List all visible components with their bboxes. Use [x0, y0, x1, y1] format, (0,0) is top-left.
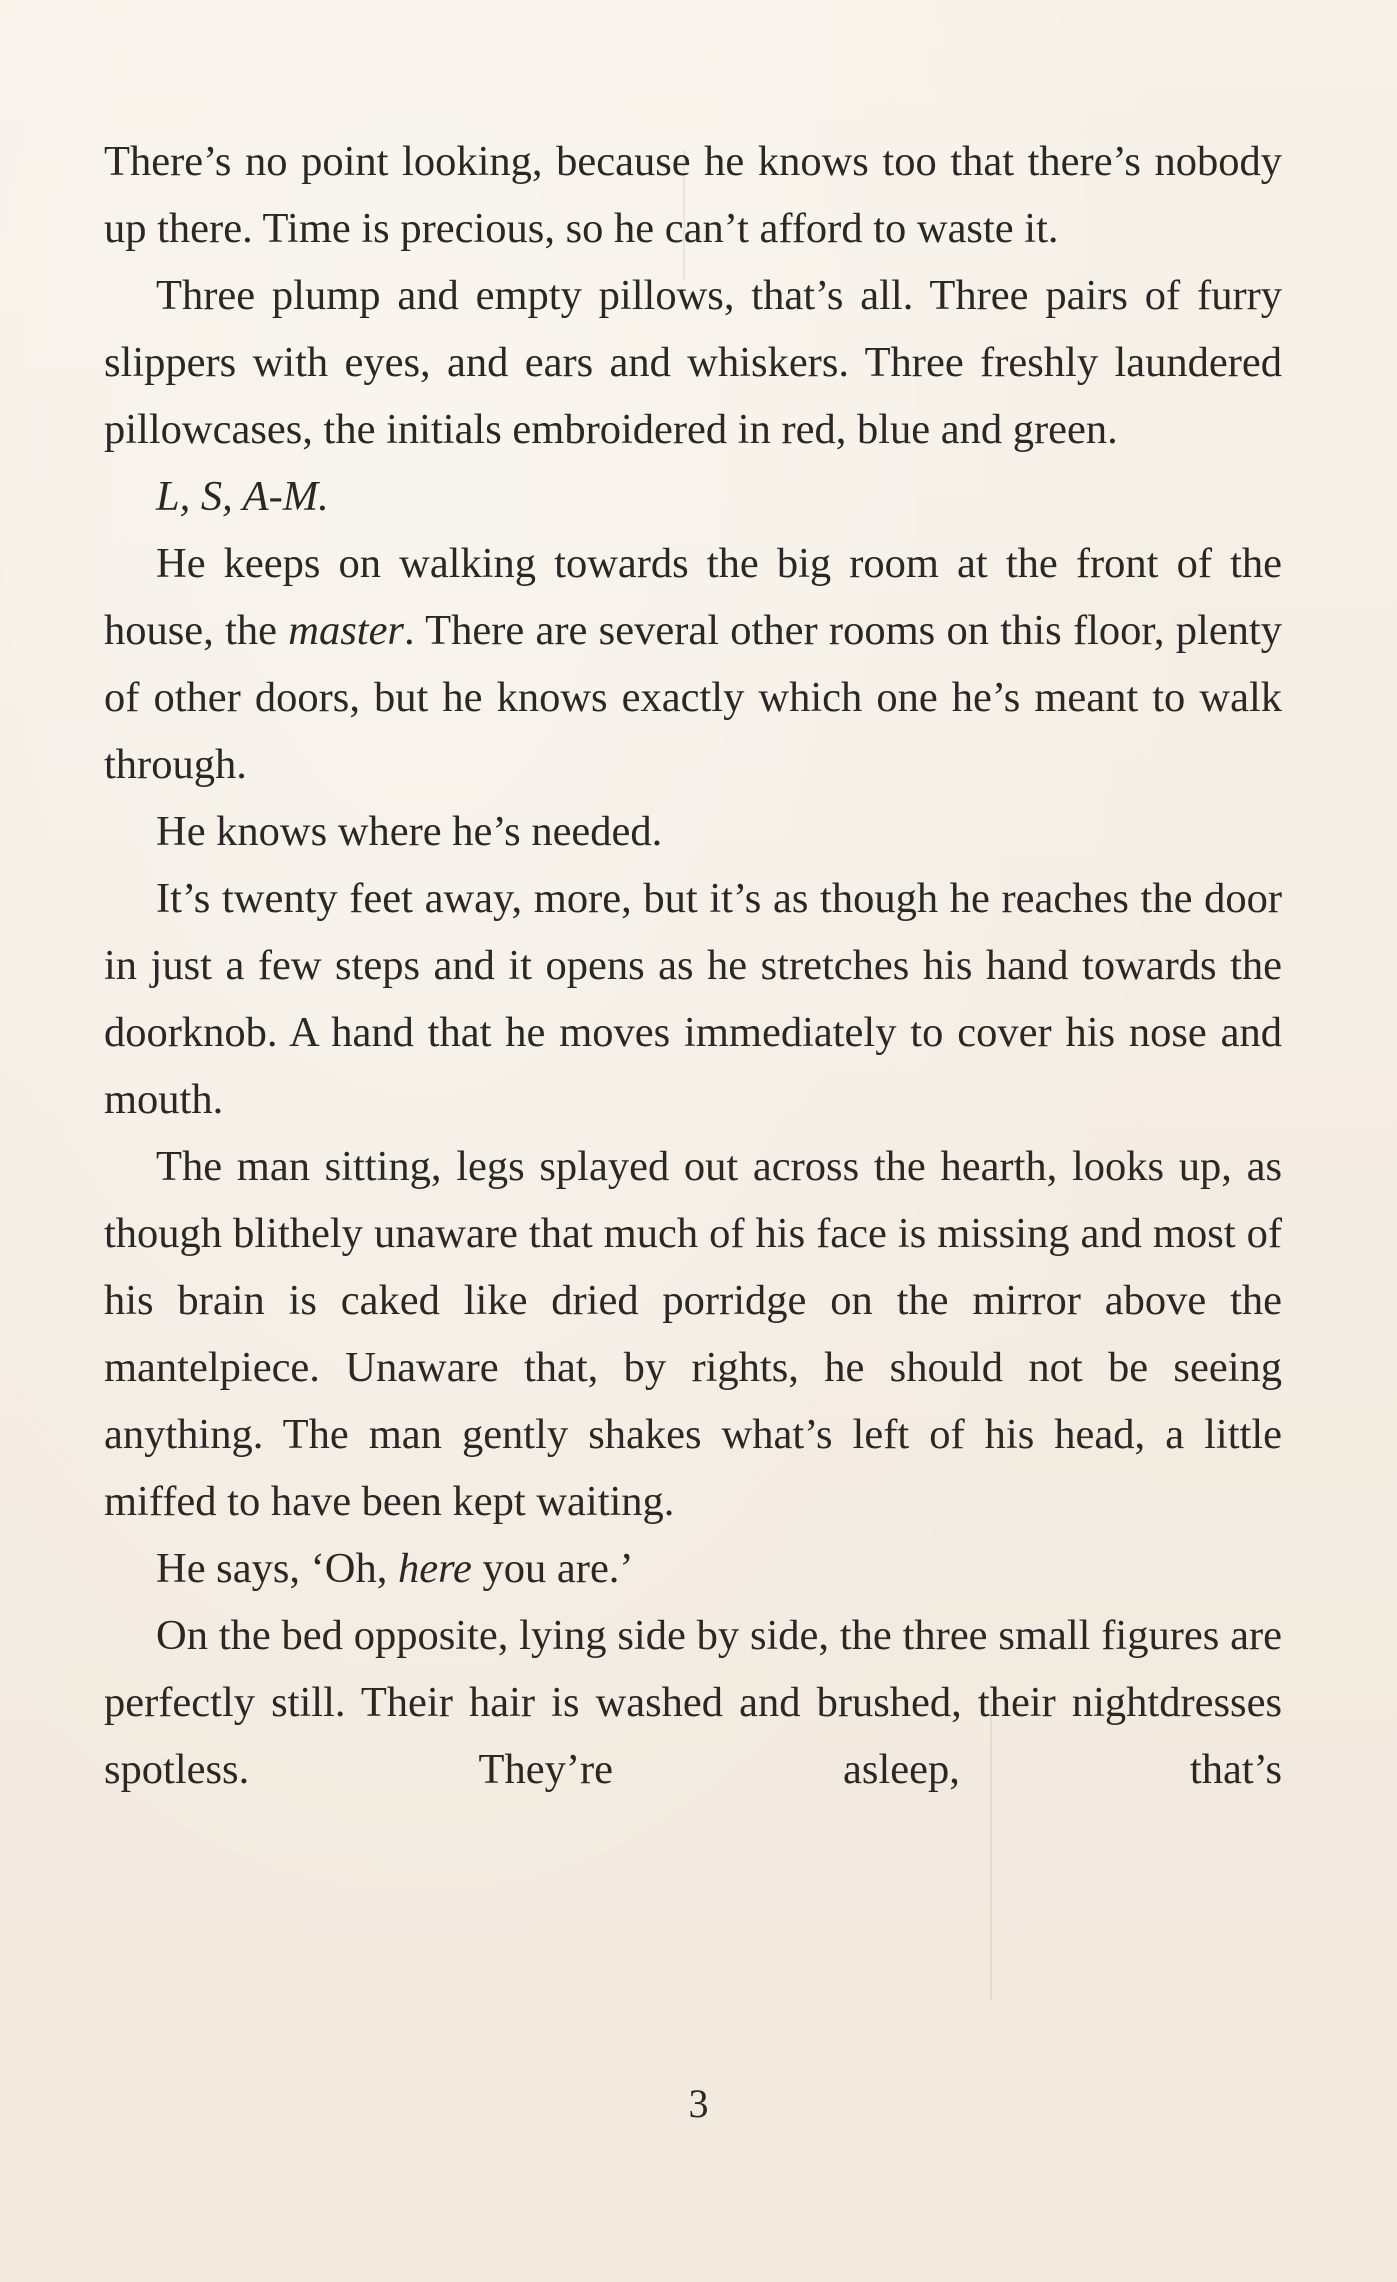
text-run: On the bed opposite, lying side by side, the three small figures are perfectly still. Their hair is washed and brushed, their nightdresses spotless. They’re asleep, that’s — [104, 1612, 1282, 1793]
text-run: He keeps on walking towards the big room at the front of the house, the — [104, 540, 1282, 654]
paragraph — [104, 1133, 1282, 1535]
text-run: you are.’ — [471, 1545, 634, 1592]
paragraph — [104, 798, 1282, 865]
text-run: Three plump and empty pillows, that’s all. Three pairs of furry slippers with eyes, and ears and whiskers. Three freshly laundered pillowcases, the initials embroidered in red, blue and green. — [104, 272, 1282, 453]
paragraph — [104, 1602, 1282, 1803]
page-number: 3 — [688, 2081, 709, 2126]
paragraph — [104, 128, 1282, 262]
text-run: He knows where he’s needed. — [156, 808, 663, 855]
italic-text: master — [288, 607, 404, 654]
text-run: . There are several other rooms on this floor, plenty of other doors, but he knows exactly which one he’s meant to walk through. — [104, 607, 1282, 788]
paragraph — [104, 463, 1282, 530]
text-run: There’s no point looking, because he knows too that there’s nobody up there. Time is precious, so he can’t afford to waste it. — [104, 138, 1282, 252]
text-run: The man sitting, legs splayed out across the hearth, looks up, as though blithely unaware that much of his face is missing and most of his brain is caked like dried porridge on the mirror above the mantelpiece. Unaware that, by rights, he should not be seeing anything. The man gently shakes what’s left of his head, a little miffed to have been kept waiting. — [104, 1143, 1282, 1525]
paragraph — [104, 865, 1282, 1133]
paragraph — [104, 530, 1282, 798]
paragraph — [104, 1535, 1282, 1602]
paragraph — [104, 262, 1282, 463]
body-text — [104, 128, 1282, 1803]
text-run: It’s twenty feet away, more, but it’s as though he reaches the door in just a few steps and it opens as he stretches his hand towards the doorknob. A hand that he moves immediately to cover his nose and mouth. — [104, 875, 1282, 1123]
italic-text: L, S, A-M. — [156, 473, 329, 520]
italic-text: here — [397, 1545, 472, 1592]
text-run: He says, ‘Oh, — [156, 1545, 398, 1592]
